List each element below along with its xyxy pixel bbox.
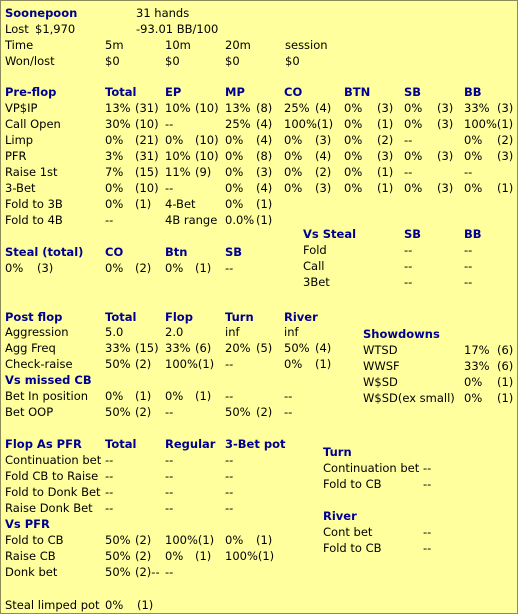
preflop-cell: 0% bbox=[344, 181, 363, 195]
preflop-cell: 0% bbox=[165, 133, 184, 147]
fold-to-4b-label: Fold to 4B bbox=[5, 213, 63, 227]
pfr-flop-row-label: Fold to Donk Bet bbox=[5, 485, 101, 499]
postflop-cell: (6) bbox=[195, 341, 212, 355]
steal-cell: (1) bbox=[195, 261, 212, 275]
vs-steal-cell: -- bbox=[404, 275, 413, 289]
postflop-row-label: Aggression bbox=[5, 325, 69, 339]
preflop-cell: (2) bbox=[377, 133, 394, 147]
fourbet-label: 4-Bet bbox=[165, 197, 196, 211]
postflop-cell: 50% bbox=[105, 357, 131, 371]
preflop-cell: (4) bbox=[256, 181, 273, 195]
preflop-cell: (3) bbox=[377, 149, 394, 163]
vs-pfr-cell: 50% bbox=[105, 549, 131, 563]
preflop-cell: (9) bbox=[195, 165, 212, 179]
vs-steal-title: Vs Steal bbox=[303, 227, 357, 241]
vs-pfr-cell: (2)-- bbox=[135, 565, 160, 579]
pfr-flop-header-1: Total bbox=[105, 437, 137, 451]
preflop-row-label: Raise 1st bbox=[5, 165, 58, 179]
preflop-cell: 0% bbox=[284, 181, 303, 195]
steal-cell: 0% bbox=[5, 261, 24, 275]
pfr-flop-header-2: Regular bbox=[165, 437, 216, 451]
pfr-flop-header-3: 3-Bet pot bbox=[225, 437, 286, 451]
preflop-cell: (4) bbox=[315, 101, 332, 115]
vs-missed-cb-title: Vs missed CB bbox=[5, 373, 92, 387]
postflop-cell: 2.0 bbox=[165, 325, 184, 339]
steal-cell: 0% bbox=[105, 261, 124, 275]
vs-pfr-row-label: Raise CB bbox=[5, 549, 56, 563]
postflop-cell: 20% bbox=[225, 341, 251, 355]
preflop-cell: (1) bbox=[377, 181, 394, 195]
preflop-cell: 10% bbox=[165, 101, 191, 115]
postflop-cell: inf bbox=[225, 325, 240, 339]
preflop-cell: 0% bbox=[225, 149, 244, 163]
fourbet-range-value: 0.0% bbox=[225, 213, 255, 227]
missed-cb-cell: 0% bbox=[105, 389, 124, 403]
preflop-cell: (1) bbox=[377, 117, 394, 131]
pfr-flop-row-label: Continuation bet bbox=[5, 453, 102, 467]
preflop-cell: (4) bbox=[256, 133, 273, 147]
preflop-row-label: PFR bbox=[5, 149, 27, 163]
vs-steal-cell: -- bbox=[464, 243, 473, 257]
vs-pfr-cell: (1) bbox=[195, 549, 212, 563]
showdown-row-label: W$SD bbox=[363, 375, 398, 389]
preflop-cell: (3) bbox=[315, 133, 332, 147]
preflop-cell: 0% bbox=[344, 117, 363, 131]
steal-cell: (3) bbox=[37, 261, 54, 275]
postflop-cell: 33% bbox=[105, 341, 131, 355]
vs-pfr-row-label: Donk bet bbox=[5, 565, 58, 579]
showdowns-title: Showdowns bbox=[363, 327, 440, 341]
vs-pfr-cell: 100%(1) bbox=[225, 549, 275, 563]
pfr-flop-row-label: Raise Donk Bet bbox=[5, 501, 93, 515]
missed-cb-row-label: Bet OOP bbox=[5, 405, 54, 419]
preflop-cell: -- bbox=[404, 133, 413, 147]
preflop-cell: 0% bbox=[344, 149, 363, 163]
preflop-header-3: MP bbox=[225, 85, 245, 99]
fold-to-3b-count: (1) bbox=[135, 197, 152, 211]
postflop-cell: 0% bbox=[284, 357, 303, 371]
postflop-cell: (1) bbox=[315, 357, 332, 371]
steal-cell: 0% bbox=[165, 261, 184, 275]
postflop-row-label: Check-raise bbox=[5, 357, 73, 371]
preflop-cell: (3) bbox=[315, 181, 332, 195]
preflop-cell: (4) bbox=[256, 117, 273, 131]
preflop-cell: (3) bbox=[497, 149, 514, 163]
vs-pfr-cell: (2) bbox=[135, 533, 152, 547]
preflop-cell: 3% bbox=[105, 149, 124, 163]
vs-steal-cell: -- bbox=[464, 259, 473, 273]
vs-pfr-cell: (2) bbox=[135, 549, 152, 563]
river-title: River bbox=[323, 509, 357, 523]
preflop-row-label: Limp bbox=[5, 133, 34, 147]
preflop-header-5: BTN bbox=[344, 85, 371, 99]
showdown-count: (6) bbox=[497, 359, 514, 373]
steal-cell: -- bbox=[225, 261, 234, 275]
preflop-cell: -- bbox=[464, 165, 473, 179]
fold-to-3b-label: Fold to 3B bbox=[5, 197, 63, 211]
vs-steal-cell: -- bbox=[464, 275, 473, 289]
preflop-cell: 0% bbox=[464, 133, 483, 147]
vs-steal-row-label: Fold bbox=[303, 243, 327, 257]
wonlost-value-3: $0 bbox=[285, 54, 300, 68]
preflop-cell: (3) bbox=[437, 149, 454, 163]
preflop-cell: (31) bbox=[135, 149, 159, 163]
fourbet-range-label: 4B range bbox=[165, 213, 218, 227]
preflop-cell: 7% bbox=[105, 165, 124, 179]
preflop-cell: (3) bbox=[256, 165, 273, 179]
preflop-cell: (10) bbox=[135, 181, 159, 195]
preflop-cell: 0% bbox=[404, 101, 423, 115]
preflop-cell: 30% bbox=[105, 117, 131, 131]
pfr-flop-cell: -- bbox=[225, 501, 234, 515]
wonlost-value-2: $0 bbox=[225, 54, 240, 68]
steal-cell: (2) bbox=[135, 261, 152, 275]
pfr-flop-row-label: Fold CB to Raise bbox=[5, 469, 99, 483]
pfr-flop-cell: -- bbox=[105, 485, 114, 499]
steal-col-1: Btn bbox=[165, 245, 188, 259]
preflop-cell: 0% bbox=[284, 165, 303, 179]
vs-pfr-title: Vs PFR bbox=[5, 517, 50, 531]
river-row-value: -- bbox=[423, 541, 432, 555]
pfr-flop-cell: -- bbox=[165, 469, 174, 483]
steal-total-title: Steal (total) bbox=[5, 245, 84, 259]
preflop-cell: 0% bbox=[404, 149, 423, 163]
vs-steal-row-label: Call bbox=[303, 259, 325, 273]
turn-row-value: -- bbox=[423, 461, 432, 475]
preflop-cell: (10) bbox=[135, 117, 159, 131]
preflop-cell: 100%(1) bbox=[284, 117, 334, 131]
preflop-cell: 10% bbox=[165, 149, 191, 163]
missed-cb-cell: 50% bbox=[225, 405, 251, 419]
missed-cb-row-label: Bet In position bbox=[5, 389, 89, 403]
wonlost-label: Won/lost bbox=[5, 54, 55, 68]
preflop-cell: 0% bbox=[464, 181, 483, 195]
missed-cb-cell: 50% bbox=[105, 405, 131, 419]
vs-pfr-cell: 0% bbox=[165, 549, 184, 563]
fourbet-value: 0% bbox=[225, 197, 244, 211]
time-col-1: 10m bbox=[165, 38, 191, 52]
preflop-cell: (3) bbox=[437, 181, 454, 195]
postflop-cell: 100%(1) bbox=[165, 357, 215, 371]
vs-steal-cell: -- bbox=[404, 259, 413, 273]
preflop-cell: 0% bbox=[404, 181, 423, 195]
pfr-flop-cell: -- bbox=[225, 469, 234, 483]
vs-pfr-cell: (1) bbox=[256, 533, 273, 547]
pfr-flop-cell: -- bbox=[165, 453, 174, 467]
vs-pfr-cell: 100%(1) bbox=[165, 533, 215, 547]
preflop-row-label: Call Open bbox=[5, 117, 61, 131]
river-row-value: -- bbox=[423, 525, 432, 539]
missed-cb-cell: -- bbox=[284, 405, 293, 419]
preflop-cell: 0% bbox=[344, 133, 363, 147]
pfr-flop-cell: -- bbox=[165, 485, 174, 499]
preflop-cell: 0% bbox=[284, 133, 303, 147]
pfr-flop-cell: -- bbox=[105, 469, 114, 483]
postflop-cell: 5.0 bbox=[105, 325, 124, 339]
missed-cb-cell: (2) bbox=[256, 405, 273, 419]
postflop-cell: (5) bbox=[256, 341, 273, 355]
missed-cb-cell: 0% bbox=[165, 389, 184, 403]
fourbet-range-count: (1) bbox=[256, 213, 273, 227]
preflop-row-label: 3-Bet bbox=[5, 181, 36, 195]
missed-cb-cell: -- bbox=[284, 389, 293, 403]
postflop-cell: 50% bbox=[284, 341, 310, 355]
missed-cb-cell: -- bbox=[225, 389, 234, 403]
preflop-cell: 25% bbox=[225, 117, 251, 131]
postflop-cell: -- bbox=[225, 357, 234, 371]
pfr-flop-cell: -- bbox=[105, 501, 114, 515]
turn-row-label: Continuation bet bbox=[323, 461, 420, 475]
preflop-header-6: SB bbox=[404, 85, 422, 99]
preflop-cell: (31) bbox=[135, 101, 159, 115]
lost-amount: $1,970 bbox=[35, 22, 76, 36]
preflop-cell: (3) bbox=[377, 101, 394, 115]
turn-row-value: -- bbox=[423, 477, 432, 491]
fold-to-4b-value: -- bbox=[105, 213, 114, 227]
vs-pfr-cell: 0% bbox=[225, 533, 244, 547]
vs-steal-cell: -- bbox=[404, 243, 413, 257]
showdown-count: (6) bbox=[497, 343, 514, 357]
river-row-label: Fold to CB bbox=[323, 541, 382, 555]
postflop-cell: (15) bbox=[135, 341, 159, 355]
missed-cb-cell: (1) bbox=[135, 389, 152, 403]
turn-title: Turn bbox=[323, 445, 352, 459]
preflop-cell: 0% bbox=[464, 149, 483, 163]
preflop-cell: 0% bbox=[105, 133, 124, 147]
showdown-value: 17% bbox=[464, 343, 490, 357]
preflop-cell: (3) bbox=[497, 101, 514, 115]
wonlost-value-1: $0 bbox=[165, 54, 180, 68]
showdown-value: 33% bbox=[464, 359, 490, 373]
missed-cb-cell: -- bbox=[165, 405, 174, 419]
steal-col-0: CO bbox=[105, 245, 124, 259]
preflop-cell: (10) bbox=[195, 101, 219, 115]
preflop-cell: (2) bbox=[315, 165, 332, 179]
pfr-flop-header-0: Flop As PFR bbox=[5, 437, 82, 451]
preflop-cell: 33% bbox=[464, 101, 490, 115]
fold-to-3b-value: 0% bbox=[105, 197, 124, 211]
steal-limped-label: Steal limped pot bbox=[5, 598, 100, 612]
player-name: Soonepoon bbox=[5, 6, 78, 20]
preflop-cell: (21) bbox=[135, 133, 159, 147]
showdown-value: 0% bbox=[464, 375, 483, 389]
missed-cb-cell: (1) bbox=[195, 389, 212, 403]
time-col-2: 20m bbox=[225, 38, 251, 52]
vs-pfr-row-label: Fold to CB bbox=[5, 533, 64, 547]
preflop-cell: (3) bbox=[437, 101, 454, 115]
postflop-header-1: Total bbox=[105, 310, 137, 324]
preflop-cell: (15) bbox=[135, 165, 159, 179]
preflop-cell: 0% bbox=[284, 149, 303, 163]
preflop-cell: 13% bbox=[105, 101, 131, 115]
pfr-flop-cell: -- bbox=[225, 453, 234, 467]
time-col-0: 5m bbox=[105, 38, 124, 52]
steal-limped-count: (1) bbox=[137, 598, 154, 612]
missed-cb-cell: (2) bbox=[135, 405, 152, 419]
time-label: Time bbox=[5, 38, 34, 52]
time-col-3: session bbox=[285, 38, 328, 52]
preflop-cell: -- bbox=[165, 181, 174, 195]
preflop-cell: (8) bbox=[256, 149, 273, 163]
bb-per-100: -93.01 BB/100 bbox=[136, 22, 219, 36]
vs-steal-col-sb: SB bbox=[404, 227, 422, 241]
preflop-cell: (1) bbox=[377, 165, 394, 179]
pfr-flop-cell: -- bbox=[225, 485, 234, 499]
hands-count: 31 hands bbox=[136, 6, 190, 20]
preflop-cell: 0% bbox=[105, 181, 124, 195]
vs-steal-col-bb: BB bbox=[464, 227, 482, 241]
pfr-flop-cell: -- bbox=[105, 453, 114, 467]
preflop-cell: (3) bbox=[437, 117, 454, 131]
postflop-header-3: Turn bbox=[225, 310, 254, 324]
postflop-cell: inf bbox=[284, 325, 299, 339]
preflop-header-0: Pre-flop bbox=[5, 85, 57, 99]
postflop-cell: 33% bbox=[165, 341, 191, 355]
steal-col-2: SB bbox=[225, 245, 243, 259]
preflop-cell: (10) bbox=[195, 149, 219, 163]
postflop-row-label: Agg Freq bbox=[5, 341, 56, 355]
preflop-cell: 0% bbox=[344, 165, 363, 179]
preflop-cell: (10) bbox=[195, 133, 219, 147]
showdown-row-label: WTSD bbox=[363, 343, 398, 357]
vs-pfr-cell: 50% bbox=[105, 565, 131, 579]
wonlost-value-0: $0 bbox=[105, 54, 120, 68]
vs-steal-row-label: 3Bet bbox=[303, 275, 330, 289]
showdown-count: (1) bbox=[497, 391, 514, 405]
preflop-cell: 0% bbox=[344, 101, 363, 115]
preflop-cell: 100%(1) bbox=[464, 117, 514, 131]
postflop-header-4: River bbox=[284, 310, 318, 324]
preflop-cell: -- bbox=[165, 117, 174, 131]
preflop-cell: (8) bbox=[256, 101, 273, 115]
vs-pfr-cell: -- bbox=[165, 565, 174, 579]
preflop-cell: -- bbox=[404, 165, 413, 179]
preflop-cell: (2) bbox=[497, 133, 514, 147]
preflop-header-4: CO bbox=[284, 85, 303, 99]
steal-limped-value: 0% bbox=[105, 598, 124, 612]
pfr-flop-cell: -- bbox=[165, 501, 174, 515]
fourbet-count: (1) bbox=[256, 197, 273, 211]
preflop-cell: 0% bbox=[225, 133, 244, 147]
vs-pfr-cell: 50% bbox=[105, 533, 131, 547]
preflop-cell: (1) bbox=[497, 181, 514, 195]
preflop-cell: 11% bbox=[165, 165, 191, 179]
preflop-header-2: EP bbox=[165, 85, 182, 99]
showdown-row-label: W$SD(ex small) bbox=[363, 391, 455, 405]
showdown-count: (1) bbox=[497, 375, 514, 389]
preflop-cell: 13% bbox=[225, 101, 251, 115]
preflop-cell: 0% bbox=[225, 165, 244, 179]
preflop-cell: 0% bbox=[404, 117, 423, 131]
preflop-cell: (4) bbox=[315, 149, 332, 163]
preflop-row-label: VP$IP bbox=[5, 101, 38, 115]
preflop-cell: 25% bbox=[284, 101, 310, 115]
postflop-cell: (2) bbox=[135, 357, 152, 371]
postflop-header-0: Post flop bbox=[5, 310, 63, 324]
preflop-header-1: Total bbox=[105, 85, 137, 99]
showdown-row-label: WWSF bbox=[363, 359, 400, 373]
postflop-header-2: Flop bbox=[165, 310, 193, 324]
preflop-header-7: BB bbox=[464, 85, 482, 99]
postflop-cell: (4) bbox=[315, 341, 332, 355]
river-row-label: Cont bet bbox=[323, 525, 373, 539]
turn-row-label: Fold to CB bbox=[323, 477, 382, 491]
lost-label: Lost bbox=[5, 22, 29, 36]
showdown-value: 0% bbox=[464, 391, 483, 405]
preflop-cell: 0% bbox=[225, 181, 244, 195]
